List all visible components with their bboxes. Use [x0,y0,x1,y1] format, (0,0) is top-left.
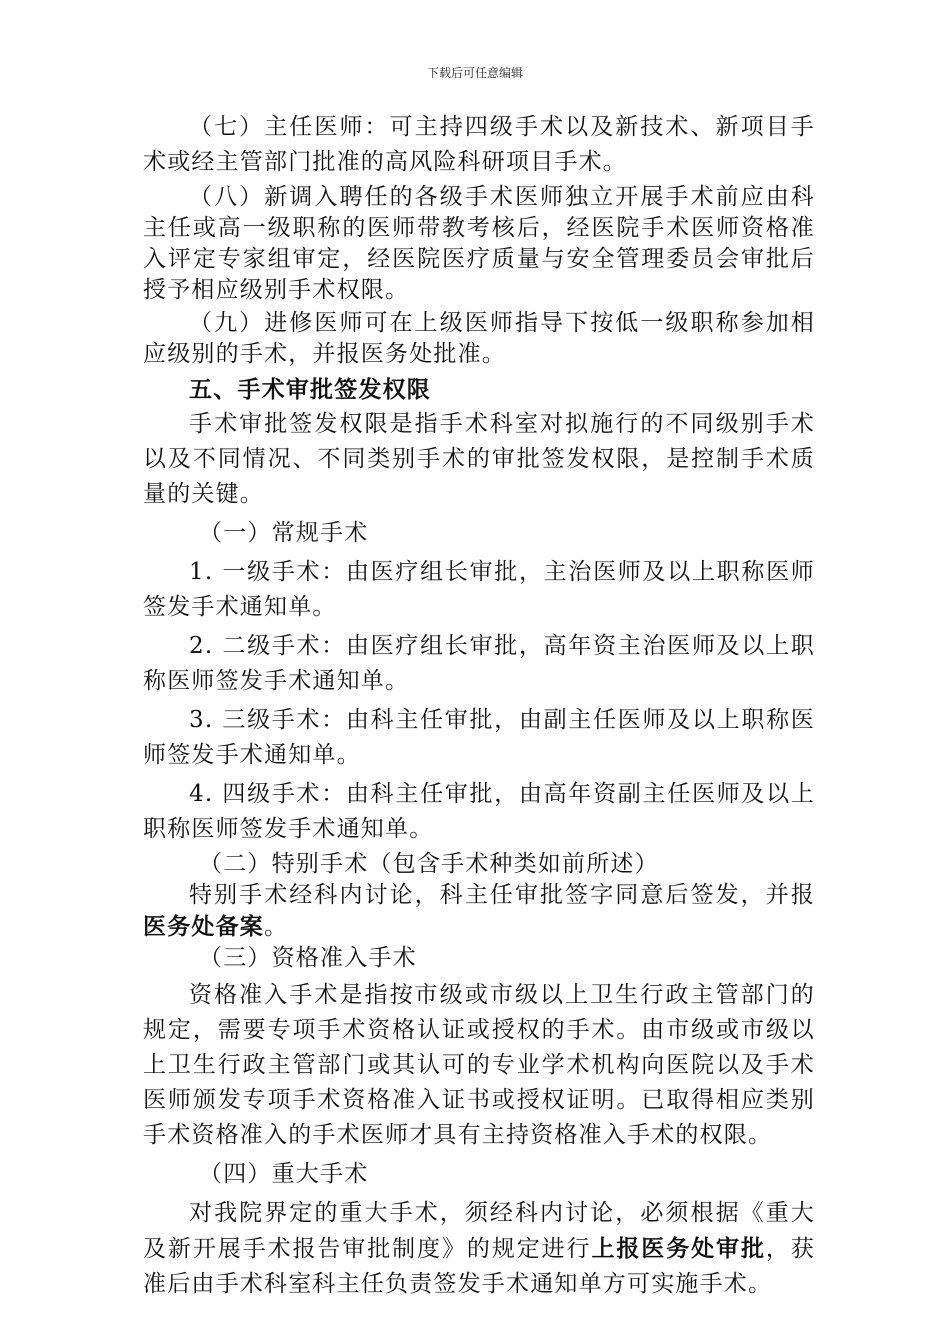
subsection-2-text-a: 特别手术经科内讨论，科主任审批签字同意后签发，并报 [189,882,815,908]
subsection-2-text [143,880,815,943]
subsection-4-text-a: 对我院界定的重大手术，须经科内讨论，必须根据《重大及新开展手术报告审批制度》的规定进行 [143,1200,815,1262]
paragraph-8: （八）新调入聘任的各级手术医师独立开展手术前应由科主任或高一级职称的医师带教考核后，经医院手术医师资格准入评定专家组审定，经医院医疗质量与安全管理委员会审批后授予相应级别手术权限。 [143,184,815,303]
paragraph-9: （九）进修医师可在上级医师指导下按低一级职称参加相应级别的手术，并报医务处批准。 [143,310,815,367]
page-header-note: 下载后可任意编辑 [426,66,523,80]
subsection-2-text-bold: 医务处备案 [143,913,264,940]
subsection-4-text [143,1196,815,1302]
subsection-4-text-bold: 上报医务处审批 [591,1235,766,1262]
document-body [143,110,815,1302]
section-5-title: 五、手术审批签发权限 [189,376,431,403]
subsection-1-title: （一）常规手术 [199,520,369,546]
item-2: 2. 二级手术：由医疗组长审批，高年资主治医师及以上职称医师签发手术通知单。 [143,633,815,694]
item-3: 3. 三级手术：由科主任审批，由副主任医师及以上职称医师签发手术通知单。 [143,707,815,768]
section-5-intro: 手术审批签发权限是指手术科室对拟施行的不同级别手术以及不同情况、不同类别手术的审批签发权限，是控制手术质量的关键。 [143,411,815,507]
subsection-2-title: （二）特别手术（包含手术种类如前所述） [199,851,659,877]
item-1: 1. 一级手术：由医疗组长审批，主治医师及以上职称医师签发手术通知单。 [143,559,815,620]
subsection-3-title: （三）资格准入手术 [199,945,417,971]
item-4: 4. 四级手术：由科主任审批，由高年资副主任医师及以上职称医师签发手术通知单。 [143,781,815,842]
subsection-4-text-b: ，获准后由手术科室科主任负责签发手术通知单方可实施手术。 [143,1236,815,1297]
subsection-2-text-b: 。 [264,914,289,940]
paragraph-7: （七）主任医师：可主持四级手术以及新技术、新项目手术或经主管部门批准的高风险科研项目手术。 [143,114,815,175]
subsection-4-title: （四）重大手术 [199,1161,369,1187]
subsection-3-text: 资格准入手术是指按市级或市级以上卫生行政主管部门的规定，需要专项手术资格认证或授权的手术。由市级或市级以上卫生行政主管部门或其认可的专业学术机构向医院以及手术医师颁发专项手术资格准入证书或授权证明。已取得相应类别手术资格准入的手术医师才具有主持资格准入手术的权限。 [143,982,815,1148]
